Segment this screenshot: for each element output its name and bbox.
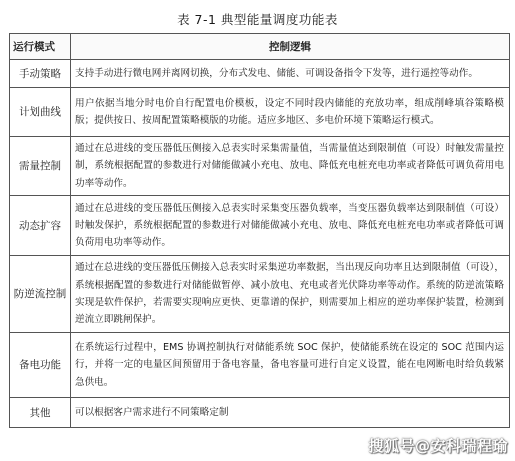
- table-row: [10, 88, 510, 137]
- mode-cell: 防逆流控制: [10, 256, 71, 333]
- header-mode: 运行模式: [10, 34, 71, 60]
- watermark: 搜狐号@安科瑞程瑜: [368, 437, 508, 455]
- mode-cell: 手动策略: [10, 60, 71, 88]
- mode-cell: 动态扩容: [10, 196, 71, 256]
- logic-cell: 通过在总进线的变压器低压侧接入总表实时采集需量值，当需量值达到限制值（可设）时触发需量控制，系统根据配置的参数进行对储能做减小充电、放电、降低充电桩充电功率或者降低可调负荷用电功率等动作。: [71, 137, 510, 196]
- table-row: [10, 333, 510, 398]
- mode-cell: 备电功能: [10, 333, 71, 398]
- header-logic: 控制逻辑: [71, 34, 510, 60]
- energy-dispatch-table: [9, 33, 510, 428]
- table-row: [10, 398, 510, 428]
- table-header-row: [10, 34, 510, 60]
- table-row: [10, 256, 510, 333]
- logic-cell: 通过在总进线的变压器低压侧接入总表实时采集变压器负载率，当变压器负载率达到限制值（可设）时触发保护，系统根据配置的参数进行对储能做减小充电、放电、降低充电桩充电功率或者降低可调负荷用电功率等动作。: [71, 196, 510, 256]
- table-row: [10, 60, 510, 88]
- table-row: [10, 137, 510, 196]
- mode-cell: 需量控制: [10, 137, 71, 196]
- table-caption: 表 7-1 典型能量调度功能表: [177, 12, 338, 27]
- mode-cell: 计划曲线: [10, 88, 71, 137]
- logic-cell: 在系统运行过程中，EMS 协调控制执行对储能系统 SOC 保护，使储能系统在设定的 SOC 范围内运行，并将一定的电量区间预留用于备电容量，备电容量可进行自定义设置，能在电网断电时给负载紧急供电。: [71, 333, 510, 398]
- logic-cell: 可以根据客户需求进行不同策略定制: [71, 398, 510, 428]
- logic-cell: 支持手动进行微电网并离网切换，分布式发电、储能、可调设备指令下发等，进行遥控等动作。: [71, 60, 510, 88]
- logic-cell: 用户依据当地分时电价自行配置电价模板，设定不同时段内储能的充放功率，组成削峰填谷策略模版；提供按日、按周配置策略模版的功能。适应多地区、多电价环境下策略运行模式。: [71, 88, 510, 137]
- table-row: [10, 196, 510, 256]
- logic-cell: 通过在总进线的变压器低压侧接入总表实时采集逆功率数据，当出现反向功率且达到限制值（可设），系统根据配置的参数进行对储能做暂停、减小放电、充电或者光伏降功率等动作。系统的防逆流策略实现是软件保护，若需要实现响应更快、更靠谱的保护，则需要加上相应的逆功率保护装置，检测到逆流立即跳闸保护。: [71, 256, 510, 333]
- mode-cell: 其他: [10, 398, 71, 428]
